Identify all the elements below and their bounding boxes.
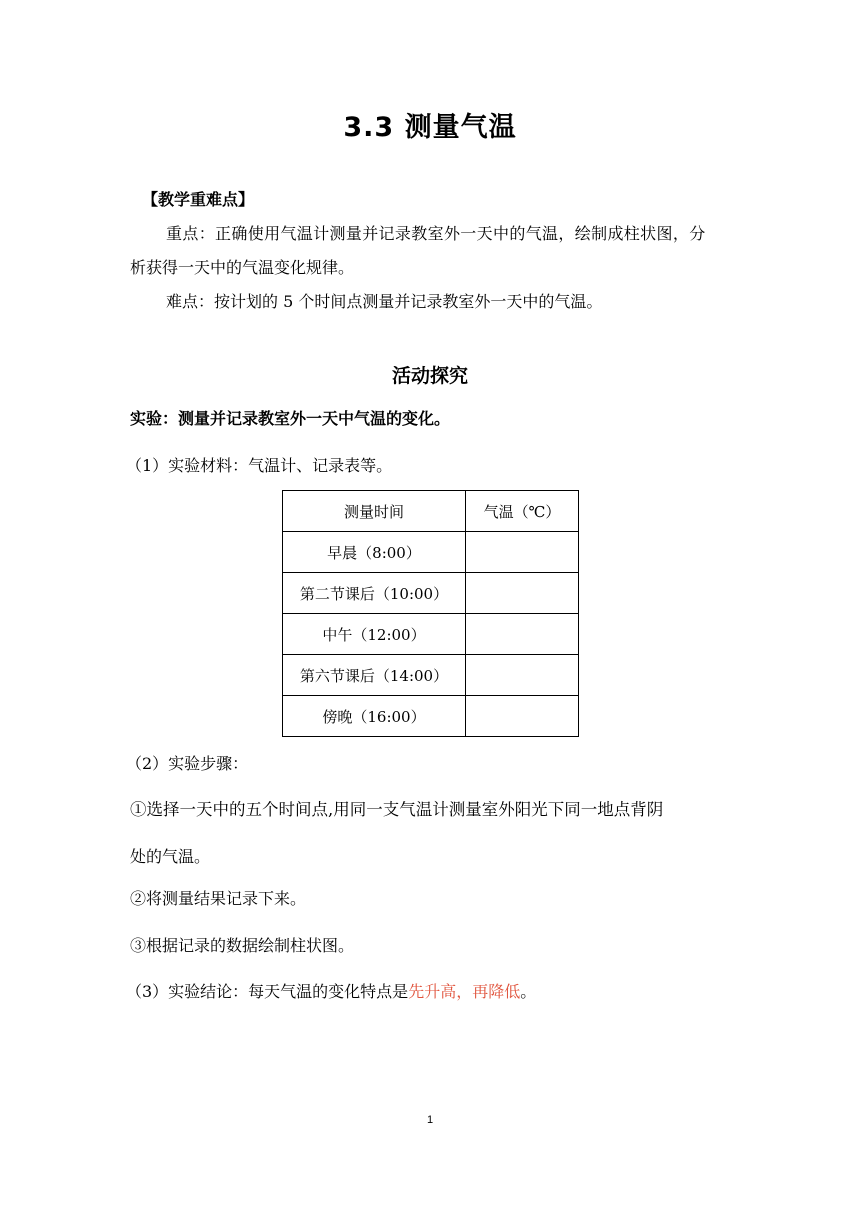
temperature-cell[interactable] [466, 532, 579, 573]
page-title: 3.3 测量气温 [343, 112, 517, 143]
temperature-cell[interactable] [466, 655, 579, 696]
time-cell: 早晨（8:00） [283, 532, 466, 573]
focus-text-line2: 析获得一天中的气温变化规律。 [130, 258, 355, 277]
conclusion-prefix: （3）实验结论：每天气温的变化特点是 [126, 982, 409, 1001]
page-number: 1 [426, 1114, 434, 1126]
focus-text-line1: 重点：正确使用气温计测量并记录教室外一天中的气温，绘制成柱状图，分 [166, 224, 706, 243]
table-header-row [283, 491, 579, 532]
steps-heading: （2）实验步骤： [126, 754, 249, 773]
time-cell: 傍晚（16:00） [283, 696, 466, 737]
header-cell-time: 测量时间 [283, 491, 466, 532]
conclusion-answer: 先升高，再降低 [408, 982, 521, 1001]
table-row [283, 696, 579, 737]
difficulty-text: 难点：按计划的 5 个时间点测量并记录教室外一天中的气温。 [166, 292, 603, 311]
step3-text: ③根据记录的数据绘制柱状图。 [130, 936, 355, 955]
time-cell: 第六节课后（14:00） [283, 655, 466, 696]
table-row [283, 614, 579, 655]
conclusion-text [126, 980, 536, 1004]
time-cell: 中午（12:00） [283, 614, 466, 655]
header-cell-temperature: 气温（℃） [466, 491, 579, 532]
step1-text-line2: 处的气温。 [130, 847, 211, 866]
temperature-cell[interactable] [466, 696, 579, 737]
key-points-heading: 【教学重难点】 [142, 190, 255, 209]
table-row [283, 655, 579, 696]
step1-text-line1: ①选择一天中的五个时间点,用同一支气温计测量室外阳光下同一地点背阴 [130, 800, 664, 819]
activity-title: 活动探究 [391, 365, 468, 387]
record-table [282, 490, 579, 737]
table-row [283, 532, 579, 573]
step2-text: ②将测量结果记录下来。 [130, 889, 307, 908]
materials-text: （1）实验材料：气温计、记录表等。 [126, 456, 393, 475]
experiment-heading: 实验：测量并记录教室外一天中气温的变化。 [130, 409, 451, 428]
temperature-cell[interactable] [466, 614, 579, 655]
time-cell: 第二节课后（10:00） [283, 573, 466, 614]
temperature-cell[interactable] [466, 573, 579, 614]
table-row [283, 573, 579, 614]
conclusion-suffix: 。 [520, 982, 537, 1001]
